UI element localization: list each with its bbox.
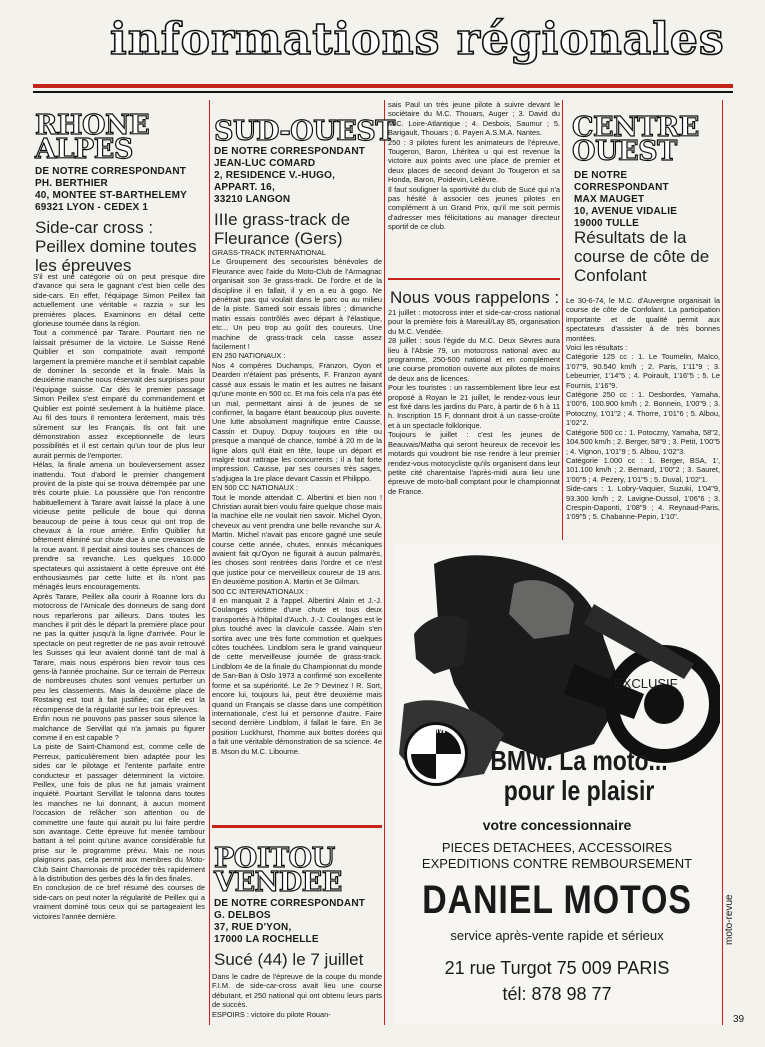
column-divider bbox=[722, 100, 723, 1025]
ad-brand: DANIEL MOTOS bbox=[422, 878, 692, 922]
column-divider bbox=[384, 100, 385, 1025]
bmw-logo bbox=[404, 722, 468, 786]
region-line: RHONE bbox=[35, 110, 150, 141]
article-body: Le 30-6-74, le M.C. d'Auvergne organisait la course de côte de Confolant. La participation importante et de qualité permit aux spectateurs d'assister à de très bonnes montées. Voici les résultats : Catégorie 125 cc : 1. Le Toumelin, Maïco, 1'07"9, 90.540 km/h ; 2. Paris, 1'11"9 ; 3. Lebeurrier, 1'14"5 ; 4. Poirault, 1'16"5 ; 5. Le Fournis, 1'16"9. Catégorie 250 cc : 1. Desbordes, Yamaha, 1'00"6, 100.900 km/h ; 2. Bonnein, 1'00"9 ; 3. Potoczny, 1'01"2 ; 4. Thorre, 1'01"6 ; 5. Albou, 1'02"2. Catégorie 500 cc : 1. Potoczny, Yamaha, 58"2, 104.500 km/h ; 2. Berger, 58"9 ; 3. Petit, 1'00"5 ; 4. Vignon, 1'01"9 ; 5. Albou, 1'02"3. Catégorie 1.000 cc : 1. Berger, BSA, 1', 101.100 km/h ; 2. Bernard, 1'00"2 ; 3. Sauret, 1'00"5 ; 4. Pezery, 1'01"5 ; 5. Duval, 1'02"1. Side-cars : 1. Lobry-Vaquier, Suzuki, 1'04"9, 93.300 km/h ; 2. Lavigne-Dussol, 1'06"6 ; 3. Crespin-Daponti, 1'08"9 ; 4. Reynaud-Paris, 1'09"5 ; 5. Chabanne-Pepin, 1'10". bbox=[566, 296, 720, 522]
article-body: S'il est une catégorie où on peut presque dire d'avance qui sera le gagnant c'est bien celle des side-cars. En effet, l'équipage Simon Peillex fait actuellement une véritable « razzia » sur les premières places. Examinons en détail cette glorieuse tournée dans la région. Tout a commencé par Tarare. Pourtant rien ne laissait présumer de la victoire. Le Suisse René Quiblier et son compatriote avait remporté largement la première manche et il semblait capable de dominer la seconde et la finale. Mais la deuxième manche nous réservait des surprises pour l'équipage suisse. Car dès le premier passage Simon Peillex s'est emparé du commandement et Quiblier est pointé seulement à la huitième place. Au fil des tours il remontera lentement, mais très sûrement sur les Français. Ils ont fait une démonstration assez exceptionnelle de leurs possibilités et il est certain qu'un tour de plus leur aurait permis de l'emporter. Hélas, la finale amena un bouleversement assez inattendu. Tout d'abord le premier changement provint de la piste qui se trouva détrempée par une très courte pluie. La poussière que l'on rencontre habituellement à Tarare avait laissé la place à une vicieuse petite pellicule de boue qui donna beaucoup de peine à tous ceux qui ont trop de chevaux à la roue arrière. Enfin Quiblier fut bêtement éliminé sur chute due à une crevaison de la roue avant. Il perdait ainsi toutes ses chances de prendre sa revanche. Les quelques 10.000 spectateurs qui assistaient à cette épreuve ont été enthousiasmés par cette lutte et ils n'ont pas ménagés leurs encouragements. Après Tarare, Peillex alla courir à Roanne lors du motocross de l'Amicale des donneurs de sang dont nous reparlerons par ailleurs. Dans toutes les manches il prit dès le départ la première place pour ne pas la quitter jusqu'à la ligne d'arrivée. Pour le spectacle on peut regretter de ne pas avoir retrouvé les Suisses qui leur avaient donné tant de mal à Tarare, mais nous espérons bien revoir tous ces gens-là l'année prochaine. Sur ce terrain de Perreux de nombreuses chutes sont venues perturber un peu les classements. Mais la deuxième place de Rostaing est tout à fait justifiée, car elle est la récompense de la régularité sur les trois épreuves. Enfin nous ne pouvons pas passer sous silence la malchance de Servillat qui n'a jamais pu figurer comme il en est capable ? La piste de Saint-Chamond est, comme celle de Perreux, particulièrement bien adaptée pour les sides car le pilotage et l'entente parfaite entre conducteur et passager déterminent la victoire. Peillex, une fois de plus ne fut jamais vraiment inquiété. Pourtant Servillat le talonna dans toutes les manches ne lui donnant, à aucun moment l'occasion de relâcher son attention ou de commettre une faute qui aurait pu lui faire perdre son avantage. Cette épreuve fut menée tambour battant à tel point qu'une avance considérable fut prise sur le programme prévu. Mais ne nous plaignons pas, cela permit aux membres du Moto-Club Saint Chamonais de procéder très rapidement à la distribution des gerbes dès la fin des finales. En conclusion de ce bref résumé des courses de side-cars on peut noter la régularité de Peillex qui a vraiment dominé tous ceux qui se partageaient les victoires l'année dernière. bbox=[33, 272, 205, 921]
ad-phone: tél: 878 98 77 bbox=[502, 984, 612, 1004]
ad-title-line2: pour le plaisir bbox=[503, 775, 655, 806]
article-headline: Résultats de la course de côte de Confolant bbox=[574, 228, 710, 285]
correspondent-address: 2, RESIDENCE V.-HUGO, bbox=[214, 170, 336, 181]
correspondent-address: 40, MONTEE ST-BARTHELEMY bbox=[35, 190, 188, 201]
exclusif-label: EXCLUSIF bbox=[614, 676, 678, 691]
page-number: 39 bbox=[733, 1014, 745, 1025]
section-rule bbox=[388, 278, 560, 280]
correspondent-address: 17000 LA ROCHELLE bbox=[214, 934, 319, 945]
correspondent-address: 19000 TULLE bbox=[574, 218, 640, 229]
correspondent-address: 37, RUE D'YON, bbox=[214, 922, 292, 933]
bmw-roundel-icon bbox=[411, 729, 461, 779]
correspondent-block bbox=[214, 898, 382, 946]
bmw-logo-text: BMW bbox=[426, 726, 446, 735]
correspondent-address: 10, AVENUE VIDALIE bbox=[574, 206, 678, 217]
correspondent-name: G. DELBOS bbox=[214, 910, 271, 921]
correspondent-label: DE NOTRE CORRESPONDANT bbox=[574, 170, 669, 193]
region-line: OUEST bbox=[572, 136, 677, 167]
correspondent-block bbox=[574, 170, 720, 230]
article-body: GRASS-TRACK INTERNATIONAL Le Groupement des secouristes bénévoles de Fleurance avec l'aide du Moto-Club de l'Armagnac organisait son 3e grass-track. De l'ordre et de la discipline il en fallait, il y en a eu à gogo. Ne pénétrait pas qui voulait dans le parc ou au milieu de la piste. Samedi soir essais libres ; dimanche matin essais contrôlés avec départ à l'élastique, etc... Un peu trop au goût des coureurs. Une machine de grass-track cela casse assez facilement ! EN 250 NATIONAUX : Nos 4 compères Duchamps, Franzon, Oyon et Dearden n'étaient pas présents, F. Franzon ayant cassé aux essais le matin et les autres ne faisant qu'une monte en 500 cc. Et ma fois cela n'a pas été un mal, permettant ainsi à de jeunes de se confirmer, la bagarre étant beaucoup plus ouverte. Une lutte absolument magnifique entre Causse, Cassin et Dupuy. Dupuy toujours en tête ou presque a manqué de chance, tombé à 20 m de la ligne alors qu'il était en tête, loupe un départ et malgré tout rattrape les concurrents ; il a fait forte impression. Causse, par ses courses très sages, s'adjugea la 1re place devant Cassin et Philippo. EN 500 CC NATIONAUX : Tout le monde attendait C. Albertini et bien non ! Christian aurait bien voulu faire quelque chose mais la machine elle ne voulait rien savoir. Michel Oyon, cheveux au vent prendra une belle revanche sur A. Martin. Michel n'avait pas encore gagné une seule course cette année, chutes, ennuis mécaniques avaient fait qu'Oyon ne figurait à aucun palmarès, les choses sont rentrées dans l'ordre et ce n'est que justice pour ce merveilleux coureur de 19 ans. En deuxième position A. Martin et 3e Gilman. 500 CC INTERNATIONAUX : Il en manquait 2 à l'appel. Albertini Alain et J.-J. Coulanges victime d'une chute et tous deux transportés à l'hôpital d'Auch. J.-J. Coulanges est le plus touché avec la clavicule cassée. Alain s'en sortira avec une très forte commotion et quelques côtes touchées. Lindblom sera le grand vainqueur de cette merveilleuse journée de grass-track. Lindblom 4e de la finale du Championnat du monde de San-Ban à Oslo 1973 a confirmé son excellente forme et sa supériorité. Le 2e ? Devinez ! R. Sort, encore lui, toujours lui, peut être deuxième mais quand un Français se classe dans une compétition internationale, c'est lui et personne d'autre. Faire second derrière Lindblom, il fallait le faire. En 3e position Luckhurst, l'homme aux bottes dorées qui a fait une véritable démonstration de sa science. 4e B. Mson du M.C. Libourne. bbox=[212, 248, 382, 756]
article-headline: Sucé (44) le 7 juillet bbox=[214, 950, 364, 969]
correspondent-label: DE NOTRE CORRESPONDANT bbox=[35, 166, 187, 177]
article-continuation: sais Paul un très jeune pilote à suivre devant le sociétaire du M.C. Thouars, Auger ; 3. David du M.C. Loire-Atlantique ; 4. Desbois, Saumur ; 5. Barigault, Thouars ; 6. Payen A.S.M.A. Nantes. 250 : 3 pilotes furent les animateurs de l'épreuve, Tougeron, Baron, Lhéritea u qui est revenue la victoire aux points avec une place de premier et deux places de second devant Jo Tougeron et sa Honda, Baron, Poidevin, Lelièvre. Il faut souligner la sportivité du club de Sucé qui n'a pas hésité à associer ces jeunes pilotes en complément à un Grand Prix, qu'il me soit permis d'adresser mes félicitations au manager directeur sportif de ce club. bbox=[388, 100, 560, 232]
region-line: POITOU bbox=[214, 843, 335, 874]
article-body: Dans le cadre de l'épreuve de la coupe du monde F.I.M. de side-car-cross avait lieu une course débutant, et 250 national qui ont obtenu leurs parts de succès. ESPOIRS : victoire du pilote Rouan- bbox=[212, 972, 382, 1019]
correspondent-block bbox=[214, 146, 382, 206]
correspondent-address: APPART. 16, bbox=[214, 182, 275, 193]
region-line: CENTRE bbox=[572, 112, 699, 143]
region-title-poitou-vendee bbox=[214, 843, 342, 898]
article-headline: Side-car cross : Peillex domine toutes les épreuves bbox=[35, 218, 197, 275]
column-divider bbox=[209, 100, 210, 1025]
region-line: ALPES bbox=[35, 134, 133, 165]
advertisement-bmw bbox=[394, 544, 720, 1024]
article-body: 21 juillet : motocross inter et side-car-cross national pour la première fois à Mareuil/Lay 85, organisation du M.C. Vendée. 28 juillet : sous l'égide du M.C. Deux Sèvres aura lieu à l'Absie 79, un motocross national avec au programme, 250-500 national et en complément une course promotion ouverte aux pilotes de moins de deux ans de licences. Pour les touristes : un rassemblement libre leur est proposé à Royan le 21 juillet, le rendez-vous leur est fixé dans les jardins du Parc, à partir de 6 h à 11 h. Inscription 15 F, donnant droit à un casse-croûte et à un spectacle folklorique. Toujours le juillet : c'est les jeunes de Beauvais/Matha qui seront heureux de recevoir les motards qui voudront bie nse rendre à leur premier rendez-vous motocycliste qu'ils organisent dans leur petite cité charentaise l'après-midi aura lieu une épreuve de moto-ball comptant pour le championnat de France. bbox=[388, 308, 560, 496]
correspondent-label: DE NOTRE CORRESPONDANT bbox=[214, 898, 366, 909]
region-title-sud-ouest: SUD-OUEST bbox=[214, 116, 395, 147]
correspondent-name: PH. BERTHIER bbox=[35, 178, 108, 189]
correspondent-label: DE NOTRE CORRESPONDANT bbox=[214, 146, 366, 157]
correspondent-address: 69321 LYON - CEDEX 1 bbox=[35, 202, 149, 213]
correspondent-name: JEAN-LUC COMARD bbox=[214, 158, 316, 169]
ad-title-line1: BMW. La moto... bbox=[490, 745, 668, 776]
section-title-rappelons: Nous vous rappelons : bbox=[390, 288, 560, 307]
ad-line: votre concessionnaire bbox=[482, 817, 632, 833]
article-headline: IIIe grass-track de Fleurance (Gers) bbox=[214, 210, 351, 248]
magazine-name: moto-revue bbox=[724, 894, 735, 945]
region-title-centre-ouest bbox=[572, 112, 699, 167]
correspondent-block bbox=[35, 166, 207, 214]
ad-line: PIECES DETACHEES, ACCESSOIRES bbox=[441, 840, 673, 855]
ad-line: service après-vente rapide et sérieux bbox=[450, 928, 664, 943]
page-header-title: informations régionales bbox=[110, 14, 725, 65]
ad-line: EXPEDITIONS CONTRE REMBOURSEMENT bbox=[421, 856, 693, 871]
section-rule bbox=[212, 825, 382, 828]
ad-address: 21 rue Turgot 75 009 PARIS bbox=[444, 958, 670, 978]
header-rule-black bbox=[33, 91, 733, 93]
correspondent-name: MAX MAUGET bbox=[574, 194, 645, 205]
correspondent-address: 33210 LANGON bbox=[214, 194, 291, 205]
region-title-rhone-alpes bbox=[35, 110, 150, 165]
column-divider bbox=[562, 100, 563, 540]
region-line: VENDEE bbox=[214, 867, 342, 898]
header-rule-red bbox=[33, 84, 733, 88]
